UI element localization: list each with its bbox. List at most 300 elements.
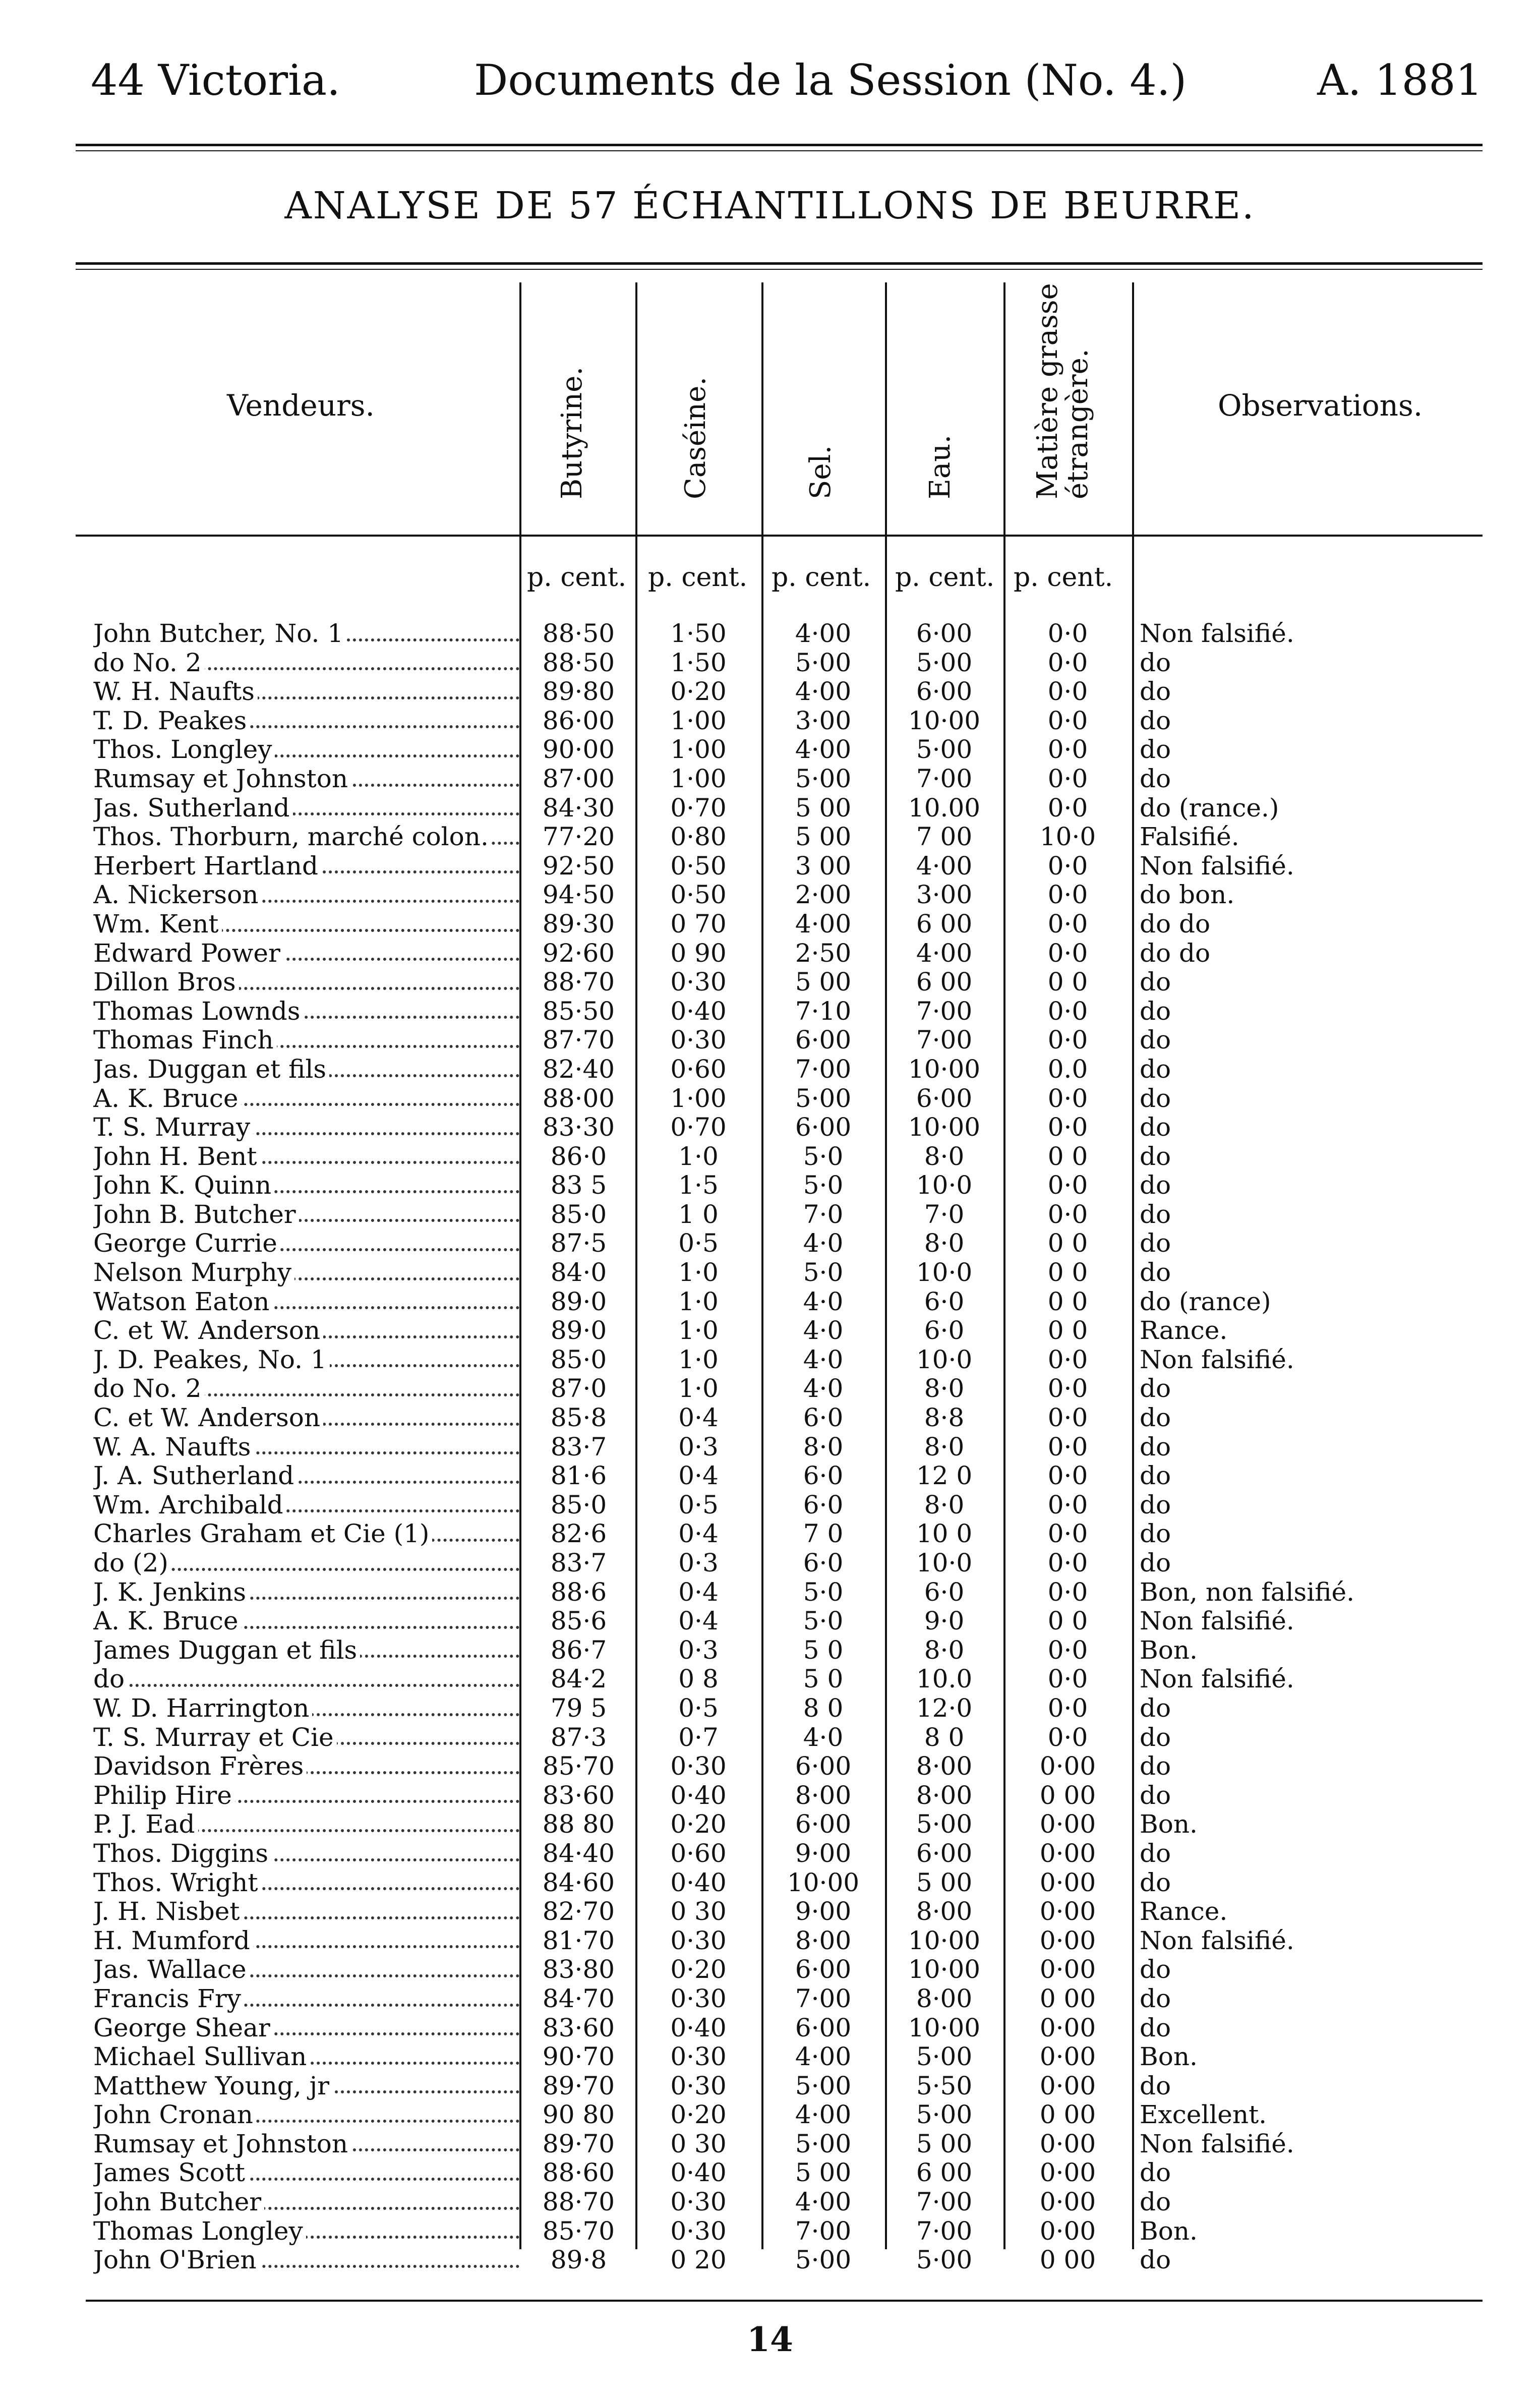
matiere-cell: 0·0 (1047, 706, 1088, 735)
butyrine-cell: 84·30 (542, 793, 615, 823)
vendor-cell (93, 1578, 519, 1607)
table-row (0, 765, 1540, 794)
caseine-cell: 1·00 (670, 764, 727, 793)
vendor-name: Francis Fry (93, 1984, 244, 2013)
vendor-cell (93, 1403, 519, 1433)
table-row (0, 1374, 1540, 1403)
observation-cell: do (1140, 1141, 1171, 1171)
matiere-cell: 0 0 (1047, 967, 1088, 997)
sel-cell: 4·0 (803, 1229, 844, 1258)
eau-cell: 8·00 (916, 1983, 973, 2013)
observation-cell: do (1140, 1054, 1171, 1084)
eau-cell: 6·0 (924, 1577, 965, 1607)
sel-cell: 5 00 (795, 967, 852, 997)
dot-leader (93, 1684, 519, 1687)
vendor-name: J. D. Peakes, No. 1 (93, 1346, 330, 1374)
observation-cell: Non falsifié. (1140, 1344, 1294, 1374)
butyrine-cell: 90 80 (542, 2100, 615, 2130)
eau-cell: 10·00 (908, 1113, 981, 1142)
sel-cell: 6·00 (795, 1955, 852, 1984)
header-center: Documents de la Session (No. 4.) (474, 55, 1187, 105)
caseine-cell: 0·4 (678, 1519, 719, 1549)
vendor-cell (93, 1433, 519, 1462)
table-row (0, 1461, 1540, 1491)
butyrine-cell: 83·30 (542, 1113, 615, 1142)
vendor-cell (93, 2188, 519, 2217)
matiere-cell: 0·0 (1047, 1113, 1088, 1142)
matiere-cell: 0·00 (1039, 2013, 1096, 2042)
observation-cell: Falsifié. (1140, 822, 1239, 852)
observation-cell: do (1140, 2245, 1171, 2275)
eau-cell: 10·00 (908, 1925, 981, 1955)
observation-cell: Bon, non falsifié. (1140, 1577, 1355, 1607)
sel-cell: 6·00 (795, 2013, 852, 2042)
eau-cell: 8 0 (924, 1722, 965, 1752)
vendor-name: do (93, 1665, 128, 1693)
sel-cell: 5·0 (803, 1577, 844, 1607)
caseine-cell: 0·30 (670, 2216, 727, 2246)
matiere-cell: 0·00 (1039, 1955, 1096, 1984)
vendor-name: Edward Power (93, 939, 283, 968)
eau-cell: 8·0 (924, 1432, 965, 1461)
vendor-cell (93, 619, 519, 649)
eau-cell: 6·0 (924, 1316, 965, 1346)
sel-cell: 5·0 (803, 1258, 844, 1288)
header-rule-top (76, 144, 1483, 146)
observation-cell: do (1140, 1955, 1171, 1984)
caseine-cell: 0·70 (670, 793, 727, 823)
butyrine-cell: 87·00 (542, 764, 615, 793)
vendor-name: George Shear (93, 2014, 273, 2042)
butyrine-cell: 85·70 (542, 2216, 615, 2246)
eau-cell: 6 00 (916, 909, 973, 939)
eau-cell: 5·00 (916, 2042, 973, 2072)
column-header-butyrine: Butyrine. (556, 366, 588, 499)
vendor-name: Jas. Duggan et fils (93, 1055, 329, 1084)
sel-cell: 7·10 (795, 996, 852, 1026)
matiere-cell: 0 0 (1047, 1141, 1088, 1171)
sel-cell: 8·00 (795, 1780, 852, 1810)
butyrine-cell: 85·0 (550, 1490, 607, 1519)
observation-cell: do (1140, 1490, 1171, 1519)
vendor-name: James Scott (93, 2158, 248, 2187)
observation-cell: do (1140, 764, 1171, 793)
observation-cell: do (1140, 1229, 1171, 1258)
observation-cell: Non falsifié. (1140, 851, 1294, 881)
table-row (0, 1171, 1540, 1200)
vendor-cell (93, 1839, 519, 1868)
observation-cell: do (1140, 967, 1171, 997)
caseine-cell: 0 30 (670, 2129, 727, 2158)
butyrine-cell: 83·7 (550, 1548, 607, 1577)
sel-cell: 4·00 (795, 619, 852, 648)
sel-cell: 2·00 (795, 880, 852, 910)
vendor-name: John K. Quinn (93, 1171, 274, 1200)
butyrine-cell: 88·00 (542, 1083, 615, 1113)
table-row (0, 1694, 1540, 1723)
caseine-cell: 0·30 (670, 2187, 727, 2217)
vendor-name: W. A. Naufts (93, 1433, 254, 1461)
table-row (0, 2042, 1540, 2072)
eau-cell: 10·00 (908, 1955, 981, 1984)
vendor-name: Nelson Murphy (93, 1258, 294, 1287)
caseine-cell: 0·40 (670, 2013, 727, 2042)
sel-cell: 5·00 (795, 1083, 852, 1113)
butyrine-cell: 88·70 (542, 967, 615, 997)
sel-cell: 10·00 (787, 1867, 860, 1897)
vendor-name: George Currie (93, 1229, 280, 1258)
vendor-name: H. Mumford (93, 1926, 253, 1955)
eau-cell: 10·00 (908, 706, 981, 735)
caseine-cell: 0·3 (678, 1548, 719, 1577)
matiere-cell: 0·00 (1039, 2042, 1096, 2072)
caseine-cell: 1·0 (678, 1286, 719, 1316)
vendor-name: James Duggan et fils (93, 1636, 360, 1665)
observation-cell: do do (1140, 909, 1211, 939)
observation-cell: do (1140, 1258, 1171, 1288)
eau-cell: 8·8 (924, 1403, 965, 1433)
caseine-cell: 0·4 (678, 1403, 719, 1433)
eau-cell: 10·0 (916, 1548, 973, 1577)
sel-cell: 6·00 (795, 1751, 852, 1781)
table-row (0, 1636, 1540, 1665)
table-row (0, 1723, 1540, 1752)
caseine-cell: 0·40 (670, 1867, 727, 1897)
observation-cell: Non falsifié. (1140, 1925, 1294, 1955)
vendor-name: C. et W. Anderson (93, 1403, 323, 1432)
matiere-cell: 0·0 (1047, 1171, 1088, 1200)
eau-cell: 9·0 (924, 1606, 965, 1636)
eau-cell: 10.00 (908, 793, 981, 823)
caseine-cell: 0·20 (670, 677, 727, 707)
unit-sel: p. cent. (772, 562, 871, 593)
eau-cell: 12 0 (916, 1461, 973, 1491)
caseine-cell: 1·0 (678, 1258, 719, 1288)
vendor-name: John Cronan (93, 2100, 256, 2129)
caseine-cell: 1·00 (670, 1083, 727, 1113)
butyrine-cell: 84·40 (542, 1838, 615, 1868)
observation-cell: do (1140, 1722, 1171, 1752)
eau-cell: 10 0 (916, 1519, 973, 1549)
vendor-name: Michael Sullivan (93, 2042, 310, 2071)
caseine-cell: 0·30 (670, 1025, 727, 1055)
caseine-cell: 0·40 (670, 996, 727, 1026)
vendor-cell (93, 997, 519, 1026)
eau-cell: 8·0 (924, 1635, 965, 1665)
table-row (0, 1752, 1540, 1781)
table-row (0, 1578, 1540, 1607)
vendor-name: J. K. Jenkins (93, 1578, 249, 1607)
matiere-cell: 0·0 (1047, 764, 1088, 793)
eau-cell: 5·00 (916, 1809, 973, 1839)
sel-cell: 7·0 (803, 1199, 844, 1229)
vendor-cell (93, 1984, 519, 2014)
table-row (0, 2014, 1540, 2043)
caseine-cell: 0 20 (670, 2245, 727, 2275)
eau-cell: 7·0 (924, 1199, 965, 1229)
butyrine-cell: 85·70 (542, 1751, 615, 1781)
caseine-cell: 0·20 (670, 2100, 727, 2130)
observation-cell: do (1140, 1432, 1171, 1461)
observation-cell: do (1140, 2158, 1171, 2188)
caseine-cell: 0·80 (670, 822, 727, 852)
caseine-cell: 0·3 (678, 1432, 719, 1461)
butyrine-cell: 94·50 (542, 880, 615, 910)
observation-cell: do do (1140, 938, 1211, 968)
butyrine-cell: 79 5 (550, 1693, 607, 1723)
butyrine-cell: 83 5 (550, 1171, 607, 1200)
running-header (91, 55, 1483, 111)
vendor-name: J. A. Sutherland (93, 1461, 297, 1490)
vendor-cell (93, 1258, 519, 1288)
matiere-cell: 10·0 (1039, 822, 1096, 852)
eau-cell: 7·00 (916, 1025, 973, 1055)
butyrine-cell: 84·0 (550, 1258, 607, 1288)
sel-cell: 5 00 (795, 2158, 852, 2188)
matiere-cell: 0·0 (1047, 1432, 1088, 1461)
table-row (0, 1897, 1540, 1926)
observation-cell: do bon. (1140, 880, 1235, 910)
butyrine-cell: 88·50 (542, 648, 615, 677)
table-row (0, 2246, 1540, 2275)
vendor-name: Philip Hire (93, 1781, 235, 1810)
unit-eau: p. cent. (895, 562, 995, 593)
table-row (0, 968, 1540, 997)
vendor-cell (93, 649, 519, 678)
butyrine-cell: 89·0 (550, 1286, 607, 1316)
observation-cell: do (1140, 1780, 1171, 1810)
butyrine-cell: 87·5 (550, 1229, 607, 1258)
vendor-cell (93, 968, 519, 997)
caseine-cell: 0·30 (670, 2042, 727, 2072)
table-row (0, 1839, 1540, 1868)
butyrine-cell: 83·80 (542, 1955, 615, 1984)
caseine-cell: 1·0 (678, 1316, 719, 1346)
eau-cell: 7 00 (916, 822, 973, 852)
vendor-cell (93, 1229, 519, 1258)
vendor-name: Jas. Sutherland (93, 794, 293, 823)
vendor-cell (93, 2130, 519, 2159)
vendor-name: Rumsay et Johnston (93, 2130, 351, 2158)
butyrine-cell: 81·6 (550, 1461, 607, 1491)
eau-cell: 12·0 (916, 1693, 973, 1723)
matiere-cell: 0·0 (1047, 677, 1088, 707)
sel-cell: 5 00 (795, 793, 852, 823)
caseine-cell: 0·30 (670, 1751, 727, 1781)
unit-row (0, 562, 1540, 598)
butyrine-cell: 85·6 (550, 1606, 607, 1636)
matiere-cell: 0·00 (1039, 1897, 1096, 1926)
observation-cell: do (1140, 1083, 1171, 1113)
caseine-cell: 1·50 (670, 619, 727, 648)
vendor-cell (93, 881, 519, 910)
table-row (0, 1055, 1540, 1084)
observation-cell: do (1140, 1983, 1171, 2013)
sel-cell: 4·00 (795, 2042, 852, 2072)
matiere-cell: 0 0 (1047, 1286, 1088, 1316)
vendor-name: John Butcher, No. 1 (93, 619, 346, 648)
header-bottom-rule (76, 535, 1483, 537)
observation-cell: do (1140, 1113, 1171, 1142)
observation-cell: do (1140, 1403, 1171, 1433)
matiere-cell: 0 00 (1039, 2100, 1096, 2130)
observation-cell: do (1140, 2013, 1171, 2042)
butyrine-cell: 89·30 (542, 909, 615, 939)
unit-caseine: p. cent. (648, 562, 748, 593)
vendor-cell (93, 2014, 519, 2043)
vendor-cell (93, 1519, 519, 1549)
table-row (0, 1084, 1540, 1114)
table-row (0, 1926, 1540, 1956)
table-row (0, 939, 1540, 968)
table-row (0, 1316, 1540, 1346)
eau-cell: 8·00 (916, 1897, 973, 1926)
table-top-rule (76, 262, 1483, 265)
butyrine-cell: 88·6 (550, 1577, 607, 1607)
vendor-cell (93, 2158, 519, 2188)
observation-cell: do (1140, 1867, 1171, 1897)
sel-cell: 5·00 (795, 2071, 852, 2100)
eau-cell: 6·00 (916, 619, 973, 648)
table-row (0, 619, 1540, 649)
eau-cell: 5·00 (916, 2245, 973, 2275)
butyrine-cell: 83·60 (542, 2013, 615, 2042)
caseine-cell: 0·5 (678, 1693, 719, 1723)
matiere-cell: 0·00 (1039, 1838, 1096, 1868)
table-row (0, 997, 1540, 1026)
vendor-name: Thomas Longley (93, 2217, 306, 2246)
matiere-cell: 0 00 (1039, 1780, 1096, 1810)
butyrine-cell: 92·60 (542, 938, 615, 968)
vendor-cell (93, 1897, 519, 1926)
vendor-cell (93, 910, 519, 939)
eau-cell: 5 00 (916, 1867, 973, 1897)
matiere-cell: 0·00 (1039, 2187, 1096, 2217)
caseine-cell: 0·4 (678, 1461, 719, 1491)
butyrine-cell: 89·70 (542, 2071, 615, 2100)
vendor-name: J. H. Nisbet (93, 1897, 243, 1926)
table-row (0, 1519, 1540, 1549)
table-row (0, 881, 1540, 910)
butyrine-cell: 88·50 (542, 619, 615, 648)
eau-cell: 5·50 (916, 2071, 973, 2100)
observation-cell: Non falsifié. (1140, 1664, 1294, 1694)
matiere-cell: 0·0 (1047, 880, 1088, 910)
observation-cell: do (1140, 1519, 1171, 1549)
column-header-sel: Sel. (804, 445, 837, 499)
eau-cell: 10·00 (908, 1054, 981, 1084)
sel-cell: 4·00 (795, 2187, 852, 2217)
vendor-name: C. et W. Anderson (93, 1316, 323, 1345)
vendor-cell (93, 1055, 519, 1084)
observation-cell: Non falsifié. (1140, 619, 1294, 648)
butyrine-cell: 89·80 (542, 677, 615, 707)
caseine-cell: 0·40 (670, 2158, 727, 2188)
table-row (0, 1955, 1540, 1984)
butyrine-cell: 83·7 (550, 1432, 607, 1461)
caseine-cell: 1·5 (678, 1171, 719, 1200)
eau-cell: 5 00 (916, 2129, 973, 2158)
butyrine-cell: 88·70 (542, 2187, 615, 2217)
caseine-cell: 0·20 (670, 1955, 727, 1984)
vendor-name: A. Nickerson (93, 881, 261, 909)
table-row (0, 1288, 1540, 1317)
matiere-cell: 0·0 (1047, 851, 1088, 881)
eau-cell: 6 00 (916, 2158, 973, 2188)
eau-cell: 7·00 (916, 764, 973, 793)
matiere-cell: 0 0 (1047, 1606, 1088, 1636)
sel-cell: 4·00 (795, 677, 852, 707)
matiere-cell: 0·0 (1047, 619, 1088, 648)
sel-cell: 6·00 (795, 1809, 852, 1839)
caseine-cell: 0·50 (670, 851, 727, 881)
table-row (0, 1781, 1540, 1810)
vendor-cell (93, 1926, 519, 1956)
caseine-cell: 0 30 (670, 1897, 727, 1926)
matiere-cell: 0·0 (1047, 735, 1088, 765)
vendor-name: P. J. Ead (93, 1810, 198, 1839)
header-rule-bottom (76, 150, 1483, 151)
matiere-cell: 0·0 (1047, 1461, 1088, 1491)
vendor-cell (93, 707, 519, 736)
vendor-cell (93, 2100, 519, 2130)
caseine-cell: 0·30 (670, 967, 727, 997)
butyrine-cell: 87·70 (542, 1025, 615, 1055)
vendor-name: W. H. Naufts (93, 677, 258, 706)
butyrine-cell: 84·70 (542, 1983, 615, 2013)
sel-cell: 5·0 (803, 1606, 844, 1636)
butyrine-cell: 86·00 (542, 706, 615, 735)
sel-cell: 6·0 (803, 1403, 844, 1433)
vendor-name: do No. 2 (93, 649, 205, 677)
observation-cell: do (1140, 1374, 1171, 1403)
matiere-cell: 0·00 (1039, 1809, 1096, 1839)
matiere-cell: 0·0 (1047, 1664, 1088, 1694)
vendor-name: Thos. Longley (93, 735, 275, 764)
observation-cell: do (1140, 706, 1171, 735)
table-row (0, 1200, 1540, 1230)
butyrine-cell: 82·6 (550, 1519, 607, 1549)
matiere-cell: 0·0 (1047, 1374, 1088, 1403)
sel-cell: 4·00 (795, 909, 852, 939)
sel-cell: 8·00 (795, 1925, 852, 1955)
sel-cell: 9·00 (795, 1897, 852, 1926)
vendor-cell (93, 1781, 519, 1810)
vendor-name: do (2) (93, 1549, 171, 1577)
table-row (0, 2130, 1540, 2159)
caseine-cell: 0·60 (670, 1838, 727, 1868)
vendor-cell (93, 1810, 519, 1839)
butyrine-cell: 90·00 (542, 735, 615, 765)
column-header-eau: Eau. (924, 434, 957, 499)
sel-cell: 6·0 (803, 1461, 844, 1491)
matiere-cell: 0·0 (1047, 909, 1088, 939)
caseine-cell: 0·4 (678, 1606, 719, 1636)
butyrine-cell: 85·0 (550, 1199, 607, 1229)
table-row (0, 677, 1540, 707)
caseine-cell: 0·60 (670, 1054, 727, 1084)
vendor-cell (93, 939, 519, 968)
table-row (0, 1258, 1540, 1288)
observation-cell: do (1140, 1461, 1171, 1491)
table-top-rule-thin (76, 269, 1483, 270)
table-row (0, 1142, 1540, 1172)
table-row (0, 1868, 1540, 1898)
sel-cell: 5·0 (803, 1171, 844, 1200)
observation-cell: Non falsifié. (1140, 1606, 1294, 1636)
table-row (0, 1549, 1540, 1578)
vendor-name: Davidson Frères (93, 1752, 307, 1781)
